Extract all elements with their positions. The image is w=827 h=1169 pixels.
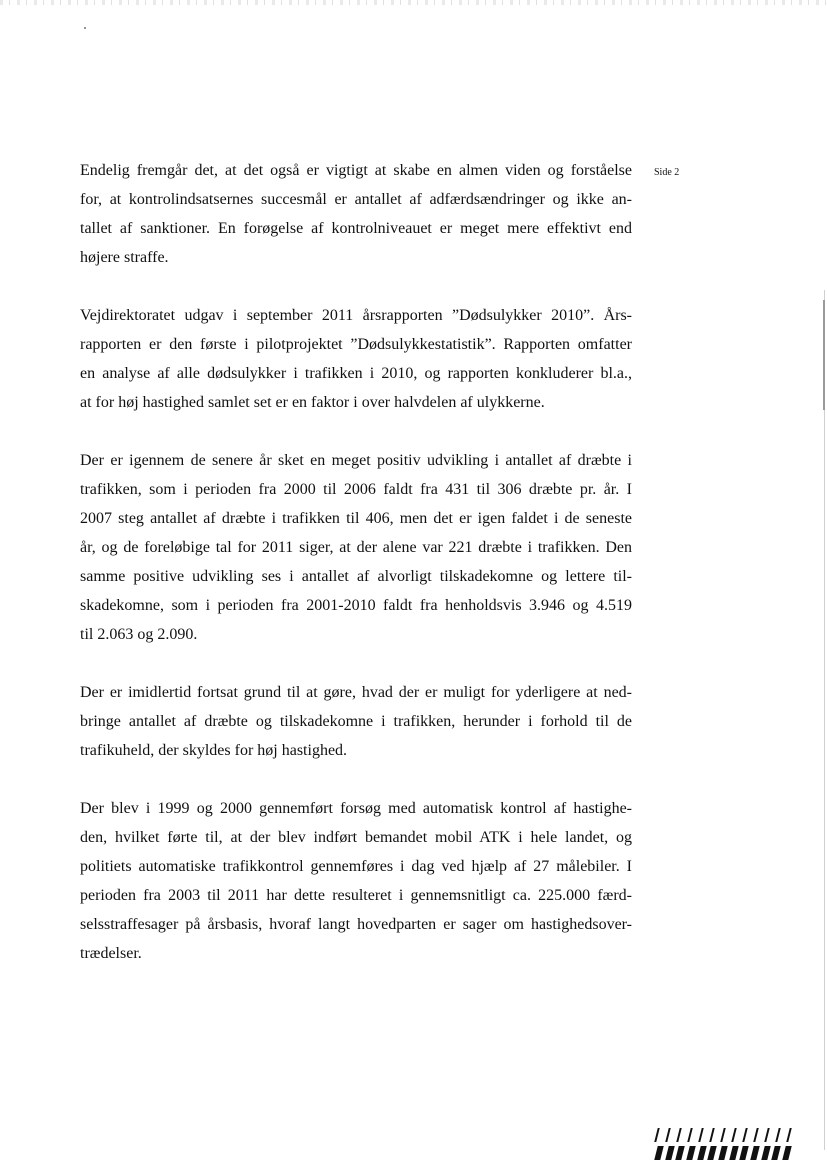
text-line: Vejdirektoratet udgav i september 2011 årsrapporten ”Dødsulykker 2010”. Års- (80, 307, 632, 324)
barcode-mark (782, 1146, 791, 1160)
text-line: Der er igennem de senere år sket en meget positiv udvikling i antallet af dræbte i (80, 452, 632, 469)
barcode-mark (718, 1146, 727, 1160)
text-line: år, og de foreløbige tal for 2011 siger, at der alene var 221 dræbte i trafikken. Den (80, 539, 632, 556)
barcode-mark (654, 1146, 663, 1160)
text-line: 2007 steg antallet af dræbte i trafikken til 406, men det er igen faldet i de seneste (80, 510, 632, 527)
document-body (80, 156, 632, 997)
text-line: politiets automatiske trafikkontrol gennemføres i dag ved hjælp af 27 målebiler. I (80, 858, 632, 875)
text-line: Endelig fremgår det, at det også er vigtigt at skabe en almen viden og forståelse (80, 162, 632, 179)
barcode-mark (720, 1128, 725, 1142)
text-line: trafikken, som i perioden fra 2000 til 2006 faldt fra 431 til 306 dræbte pr. år. I (80, 481, 632, 498)
barcode-mark (654, 1128, 659, 1142)
scan-edge-right (824, 290, 825, 1150)
text-line: trafikuheld, der skyldes for høj hastighed. (80, 742, 348, 759)
paragraph-3 (80, 446, 632, 649)
barcode-mark (698, 1128, 703, 1142)
text-line: at for høj hastighed samlet set er en faktor i over halvdelen af ulykkerne. (80, 394, 545, 411)
barcode-bottom-row (656, 1146, 790, 1160)
barcode-mark (764, 1128, 769, 1142)
barcode (656, 1128, 790, 1160)
text-line: Der blev i 1999 og 2000 gennemført forsøg med automatisk kontrol af hastighe- (80, 800, 632, 817)
text-line: en analyse af alle dødsulykker i trafikken i 2010, og rapporten konkluderer bl.a., (80, 365, 632, 382)
barcode-mark (686, 1146, 695, 1160)
barcode-mark (771, 1146, 780, 1160)
text-line: for, at kontrolindsatsernes succesmål er antallet af adfærdsændringer og ikke an- (80, 191, 632, 208)
barcode-mark (676, 1146, 685, 1160)
text-line: skadekomne, som i perioden fra 2001-2010 faldt fra henholdsvis 3.946 og 4.519 (80, 597, 632, 614)
text-line: trædelser. (80, 945, 142, 962)
barcode-mark (665, 1146, 674, 1160)
barcode-mark (687, 1128, 692, 1142)
text-line: til 2.063 og 2.090. (80, 626, 198, 643)
barcode-mark (665, 1128, 670, 1142)
text-line: Der er imidlertid fortsat grund til at gøre, hvad der er muligt for yderligere at ned- (80, 684, 632, 701)
barcode-mark (709, 1128, 714, 1142)
text-line: samme positive udvikling ses i antallet af alvorligt tilskadekomne og lettere til- (80, 568, 632, 585)
paragraph-4 (80, 678, 632, 765)
text-line: tallet af sanktioner. En forøgelse af kontrolniveauet er meget mere effektivt end (80, 220, 632, 237)
scan-edge-top (0, 0, 827, 5)
barcode-mark (750, 1146, 759, 1160)
barcode-mark (697, 1146, 706, 1160)
barcode-mark (740, 1146, 749, 1160)
barcode-mark (742, 1128, 747, 1142)
barcode-mark (731, 1128, 736, 1142)
text-line: bringe antallet af dræbte og tilskadekomne i trafikken, herunder i forhold til de (80, 713, 632, 730)
text-line: perioden fra 2003 til 2011 har dette resulteret i gennemsnitligt ca. 225.000 færd- (80, 887, 632, 904)
scan-speck (84, 27, 86, 29)
barcode-mark (786, 1128, 791, 1142)
barcode-mark (708, 1146, 717, 1160)
paragraph-2 (80, 301, 632, 417)
text-line: højere straffe. (80, 249, 169, 266)
scan-edge-right-shadow (823, 300, 825, 410)
barcode-mark (676, 1128, 681, 1142)
paragraph-5 (80, 794, 632, 968)
text-line: rapporten er den første i pilotprojektet ”Dødsulykkestatistik”. Rapporten omfatter (80, 336, 632, 353)
text-line: selsstraffesager på årsbasis, hvoraf langt hovedparten er sager om hastighedsover- (80, 916, 632, 933)
paragraph-1 (80, 156, 632, 272)
barcode-mark (775, 1128, 780, 1142)
page-number-label: Side 2 (654, 167, 680, 178)
barcode-mark (761, 1146, 770, 1160)
text-line: den, hvilket førte til, at der blev indført bemandet mobil ATK i hele landet, og (80, 829, 632, 846)
barcode-top-row (656, 1128, 790, 1142)
barcode-mark (753, 1128, 758, 1142)
barcode-mark (729, 1146, 738, 1160)
